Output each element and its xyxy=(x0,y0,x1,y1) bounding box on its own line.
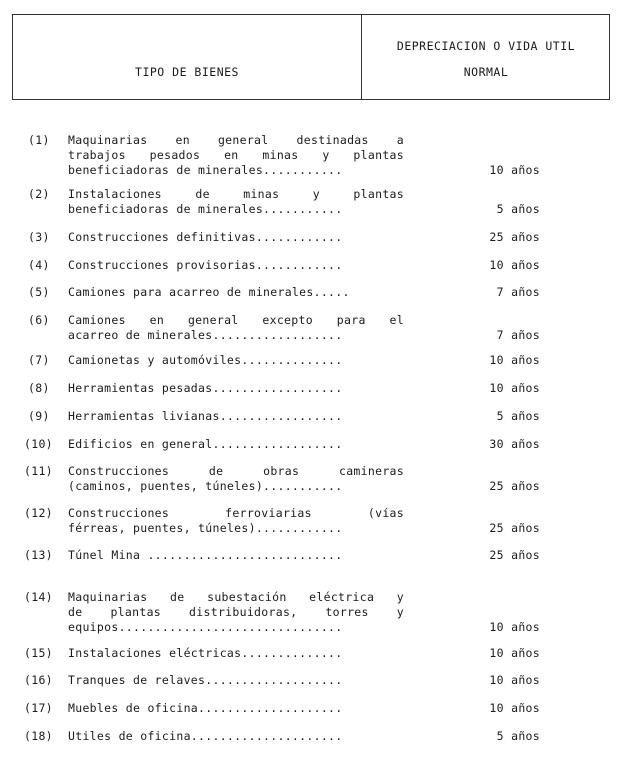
item-value: 10 años xyxy=(489,353,540,367)
item-number: (16) xyxy=(24,673,53,687)
item-number: (7) xyxy=(28,353,50,367)
item-number: (6) xyxy=(28,313,50,327)
item-value: 5 años xyxy=(496,409,540,423)
item-number: (15) xyxy=(24,646,53,660)
item-description xyxy=(68,437,404,452)
item-number: (12) xyxy=(24,506,53,520)
item-number: (14) xyxy=(24,590,53,604)
item-description-line: férreas, puentes, túneles)............ xyxy=(68,521,343,535)
item-description-line: Herramientas livianas................. xyxy=(68,409,343,423)
item-value: 5 años xyxy=(496,729,540,743)
item-number: (17) xyxy=(24,701,53,715)
item-description-line: Instalaciones de minas y plantas xyxy=(68,187,404,201)
item-description-line: Túnel Mina ........................... xyxy=(68,548,343,562)
header-tipo-de-bienes: TIPO DE BIENES xyxy=(135,65,239,79)
item-description xyxy=(68,353,404,368)
item-description-line: Camionetas y automóviles.............. xyxy=(68,353,343,367)
item-description-line: Maquinarias de subestación eléctrica y xyxy=(68,590,404,604)
item-description-line: Construcciones definitivas............ xyxy=(68,230,343,244)
item-description xyxy=(68,548,404,563)
item-description-line: (caminos, puentes, túneles)........... xyxy=(68,479,343,493)
item-value: 25 años xyxy=(489,230,540,244)
item-value: 10 años xyxy=(489,381,540,395)
item-number: (18) xyxy=(24,729,53,743)
item-value: 25 años xyxy=(489,548,540,562)
item-description xyxy=(68,646,404,661)
item-number: (4) xyxy=(28,258,50,272)
item-description-line: Instalaciones eléctricas.............. xyxy=(68,646,343,660)
item-value: 10 años xyxy=(489,258,540,272)
item-number: (9) xyxy=(28,409,50,423)
item-description-line: Edificios en general.................. xyxy=(68,437,343,451)
item-value: 10 años xyxy=(489,620,540,634)
item-value: 30 años xyxy=(489,437,540,451)
item-value: 7 años xyxy=(496,285,540,299)
item-description-line: beneficiadoras de minerales........... xyxy=(68,163,343,177)
item-description xyxy=(68,506,404,536)
item-value: 25 años xyxy=(489,479,540,493)
item-number: (1) xyxy=(28,133,50,147)
item-description-line: equipos............................... xyxy=(68,620,343,634)
item-value: 10 años xyxy=(489,646,540,660)
item-description xyxy=(68,187,404,217)
item-description xyxy=(68,230,404,245)
item-description-line: Muebles de oficina.................... xyxy=(68,701,343,715)
header-normal: NORMAL xyxy=(463,65,509,79)
item-number: (5) xyxy=(28,285,50,299)
header-depreciacion: DEPRECIACION O VIDA UTIL xyxy=(396,39,576,53)
item-description-line: acarreo de minerales.................. xyxy=(68,328,343,342)
item-number: (10) xyxy=(24,437,53,451)
item-value: 10 años xyxy=(489,673,540,687)
item-value: 10 años xyxy=(489,701,540,715)
item-description-line: Herramientas pesadas.................. xyxy=(68,381,343,395)
item-value: 7 años xyxy=(496,328,540,342)
item-description xyxy=(68,258,404,273)
item-description-line: Camiones para acarreo de minerales..... xyxy=(68,285,350,299)
item-value: 10 años xyxy=(489,163,540,177)
item-number: (3) xyxy=(28,230,50,244)
header-table xyxy=(12,14,610,100)
header-divider xyxy=(361,15,362,99)
item-description-line: Camiones en general excepto para el xyxy=(68,313,404,327)
item-description-line: Utiles de oficina..................... xyxy=(68,729,343,743)
item-number: (13) xyxy=(24,548,53,562)
item-description-line: de plantas distribuidoras, torres y xyxy=(68,605,404,619)
item-description-line: Tranques de relaves................... xyxy=(68,673,343,687)
item-value: 25 años xyxy=(489,521,540,535)
item-description xyxy=(68,590,404,635)
item-value: 5 años xyxy=(496,202,540,216)
item-description xyxy=(68,409,404,424)
item-number: (11) xyxy=(24,464,53,478)
item-description-line: Construcciones provisorias............ xyxy=(68,258,343,272)
item-description-line: trabajos pesados en minas y plantas xyxy=(68,148,404,162)
item-description xyxy=(68,729,404,744)
item-description xyxy=(68,464,404,494)
item-description xyxy=(68,673,404,688)
item-description xyxy=(68,133,404,178)
item-number: (8) xyxy=(28,381,50,395)
item-description-line: beneficiadoras de minerales........... xyxy=(68,202,343,216)
item-description-line: Maquinarias en general destinadas a xyxy=(68,133,404,147)
item-description xyxy=(68,701,404,716)
item-description-line: Construcciones ferroviarias (vías xyxy=(68,506,404,520)
item-number: (2) xyxy=(28,187,50,201)
item-description xyxy=(68,285,404,300)
item-description-line: Construcciones de obras camineras xyxy=(68,464,404,478)
item-description xyxy=(68,313,404,343)
item-description xyxy=(68,381,404,396)
